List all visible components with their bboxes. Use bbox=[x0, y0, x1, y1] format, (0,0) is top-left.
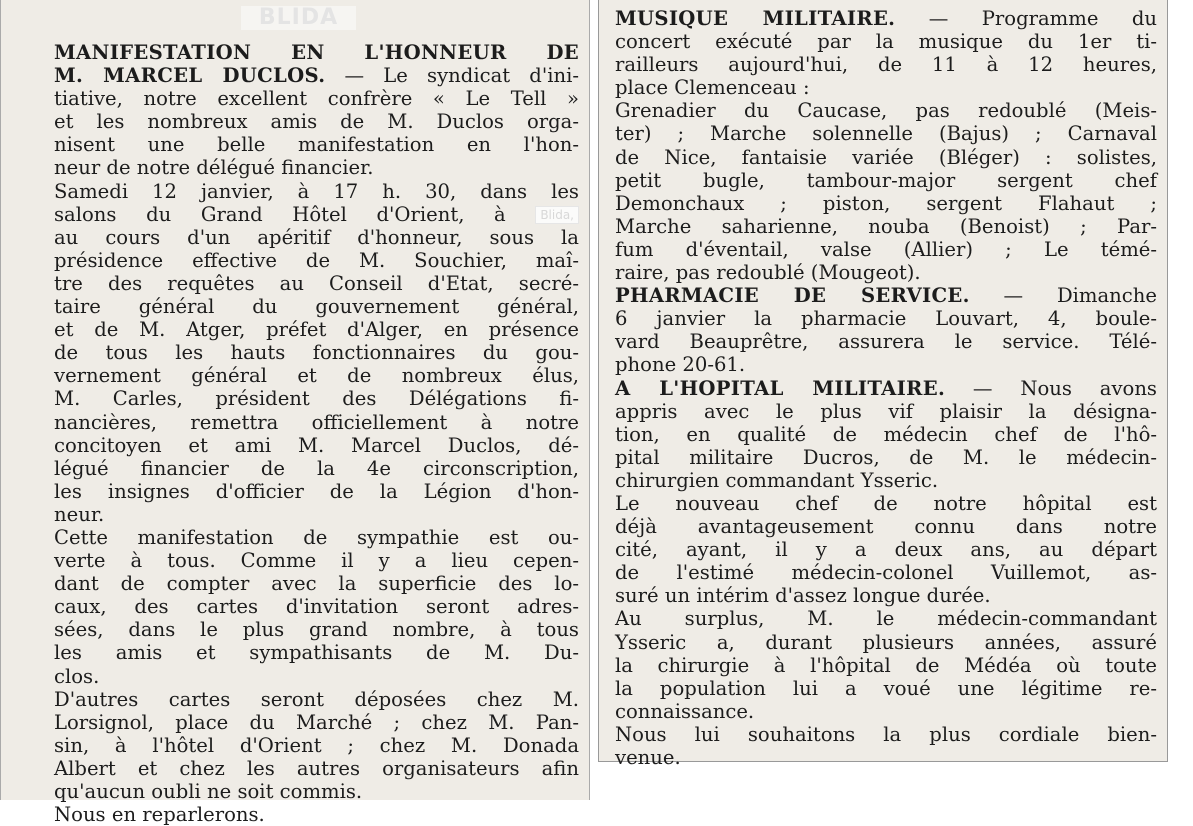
text-line bbox=[54, 318, 579, 341]
text-line bbox=[54, 780, 579, 803]
text-line bbox=[54, 180, 579, 203]
text-run: tre des requêtes au Conseil d'Etat, secré- bbox=[54, 271, 579, 295]
text-run: Le nouveau chef de notre hôpital est bbox=[615, 491, 1157, 515]
text-line bbox=[54, 688, 579, 711]
text-line bbox=[54, 364, 579, 387]
article-heading: PHARMACIE DE SERVICE. bbox=[615, 284, 970, 308]
text-line bbox=[54, 411, 579, 434]
text-line bbox=[615, 677, 1157, 700]
text-run: au cours d'un apéritif d'honneur, sous la bbox=[54, 225, 579, 249]
text-line bbox=[615, 746, 1157, 769]
text-line bbox=[615, 146, 1157, 169]
text-line bbox=[54, 272, 579, 295]
text-line bbox=[615, 584, 1157, 607]
text-line bbox=[615, 538, 1157, 561]
text-line bbox=[615, 284, 1157, 307]
text-run: les insignes d'officier de la Légion d'hon- bbox=[54, 479, 579, 503]
text-line bbox=[54, 64, 579, 87]
text-line bbox=[615, 723, 1157, 746]
text-line bbox=[54, 572, 579, 595]
text-line bbox=[54, 457, 579, 480]
text-run: dant de compter avec la superficie des lo- bbox=[54, 572, 579, 596]
text-run: concitoyen et ami M. Marcel Duclos, dé- bbox=[54, 433, 579, 457]
article-heading: M. MARCEL DUCLOS. bbox=[54, 64, 326, 88]
text-run: Demonchaux ; piston, sergent Flahaut ; bbox=[615, 191, 1157, 215]
text-run: — Nous avons bbox=[945, 376, 1157, 400]
text-line bbox=[615, 400, 1157, 423]
text-line bbox=[615, 215, 1157, 238]
text-line bbox=[54, 803, 579, 826]
text-run: et de M. Atger, préfet d'Alger, en présence bbox=[54, 318, 579, 342]
text-line bbox=[54, 110, 579, 133]
text-run: et les nombreux amis de M. Duclos orga- bbox=[54, 110, 579, 134]
text-run: railleurs aujourd'hui, de 11 à 12 heures, bbox=[615, 53, 1157, 77]
text-line bbox=[615, 122, 1157, 145]
text-run: la chirurgie à l'hôpital de Médéa où toute bbox=[615, 653, 1157, 677]
text-run: M. Carles, président des Délégations fi- bbox=[54, 387, 579, 411]
text-line bbox=[615, 30, 1157, 53]
articles-right bbox=[599, 7, 1167, 769]
text-run: Marche saharienne, nouba (Benoist) ; Par- bbox=[615, 214, 1157, 238]
text-run: légué financier de la 4e circonscription, bbox=[54, 456, 579, 480]
text-line bbox=[615, 654, 1157, 677]
text-run: Au surplus, M. le médecin-commandant bbox=[615, 607, 1157, 631]
text-run: vernement général et de nombreux élus, bbox=[54, 364, 579, 388]
text-run: Lorsignol, place du Marché ; chez M. Pan- bbox=[54, 710, 579, 734]
text-run: appris avec le plus vif plaisir la désigna- bbox=[615, 399, 1157, 423]
text-line bbox=[615, 377, 1157, 400]
left-column bbox=[0, 0, 590, 826]
text-run: cité, ayant, il y a deux ans, au départ bbox=[615, 538, 1157, 562]
article-heading: A L'HOPITAL MILITAIRE. bbox=[615, 376, 946, 400]
text-run: neur. bbox=[54, 502, 105, 526]
text-run: tiative, notre excellent confrère « Le Tell » bbox=[54, 87, 579, 111]
text-line bbox=[54, 87, 579, 110]
text-run: venue. bbox=[615, 746, 681, 769]
text-run: vard Beauprêtre, assurera le service. Télé- bbox=[615, 330, 1157, 354]
text-line bbox=[615, 446, 1157, 469]
article-heading: MANIFESTATION EN L'HONNEUR DE bbox=[54, 41, 579, 64]
text-run: concert exécuté par la musique du 1er ti- bbox=[615, 30, 1157, 54]
text-line bbox=[615, 469, 1157, 492]
text-run: tion, en qualité de médecin chef de l'hô- bbox=[615, 422, 1157, 446]
text-run: taire général du gouvernement général, bbox=[54, 295, 579, 319]
text-run: Ysseric a, durant plusieurs années, assuré bbox=[615, 630, 1157, 654]
text-line bbox=[54, 341, 579, 364]
text-run: pital militaire Ducros, de M. le médecin- bbox=[615, 445, 1157, 469]
text-run: suré un intérim d'assez longue durée. bbox=[615, 584, 991, 608]
text-line bbox=[54, 757, 579, 780]
text-line bbox=[54, 618, 579, 641]
text-run: de tous les hauts fonctionnaires du gou- bbox=[54, 341, 579, 365]
text-run: présidence effective de M. Souchier, maî- bbox=[54, 248, 579, 272]
text-line bbox=[615, 561, 1157, 584]
text-run: Nous en reparlerons. bbox=[54, 803, 265, 826]
text-line bbox=[54, 203, 579, 226]
text-line bbox=[54, 133, 579, 156]
text-line bbox=[615, 53, 1157, 76]
text-run: la population lui a voué une légitime re- bbox=[615, 676, 1157, 700]
text-line bbox=[615, 700, 1157, 723]
text-run: Cette manifestation de sympathie est ou- bbox=[54, 525, 579, 549]
text-line bbox=[615, 99, 1157, 122]
text-line bbox=[615, 423, 1157, 446]
text-line bbox=[54, 295, 579, 318]
text-line bbox=[615, 353, 1157, 376]
text-line bbox=[54, 41, 579, 64]
text-run: Albert et chez les autres organisateurs afin bbox=[54, 756, 579, 780]
text-line bbox=[54, 711, 579, 734]
text-line bbox=[615, 76, 1157, 99]
text-line bbox=[54, 249, 579, 272]
text-run: petit bugle, tambour-major sergent chef bbox=[615, 168, 1157, 192]
text-run: Grenadier du Caucase, pas redoublé (Meis- bbox=[615, 99, 1157, 123]
text-line bbox=[54, 595, 579, 618]
text-run: de Nice, fantaisie variée (Bléger) : solistes, bbox=[615, 145, 1157, 169]
text-run: sin, à l'hôtel d'Orient ; chez M. Donada bbox=[54, 733, 579, 757]
text-run: ter) ; Marche solennelle (Bajus) ; Carnaval bbox=[615, 122, 1157, 146]
text-run: Nous lui souhaitons la plus cordiale bien- bbox=[615, 722, 1157, 746]
right-column bbox=[598, 0, 1168, 769]
text-line bbox=[615, 238, 1157, 261]
text-run: chirurgien commandant Ysseric. bbox=[615, 468, 939, 492]
text-line bbox=[54, 734, 579, 757]
text-run: neur de notre délégué financier. bbox=[54, 156, 374, 180]
text-run: les amis et sympathisants de M. Du- bbox=[54, 641, 579, 665]
text-run: caux, des cartes d'invitation seront adres- bbox=[54, 595, 579, 619]
text-run: sées, dans le plus grand nombre, à tous bbox=[54, 618, 579, 642]
text-line bbox=[54, 641, 579, 664]
text-line bbox=[615, 169, 1157, 192]
text-line bbox=[615, 515, 1157, 538]
text-line bbox=[54, 503, 579, 526]
text-line bbox=[54, 480, 579, 503]
text-line bbox=[54, 156, 579, 179]
text-run: salons du Grand Hôtel d'Orient, à bbox=[54, 202, 536, 226]
text-run: fum d'éventail, valse (Allier) ; Le témé- bbox=[615, 237, 1157, 261]
text-run: 6 janvier la pharmacie Louvart, 4, boule- bbox=[615, 307, 1157, 331]
text-run: qu'aucun oubli ne soit commis. bbox=[54, 780, 363, 803]
article-heading: MUSIQUE MILITAIRE. bbox=[615, 7, 896, 30]
text-run: clos. bbox=[54, 664, 100, 688]
text-line bbox=[54, 526, 579, 549]
section-header-blida: BLIDA bbox=[241, 6, 356, 30]
text-run: nisent une belle manifestation en l'hon- bbox=[54, 133, 579, 157]
text-line bbox=[54, 549, 579, 572]
text-line bbox=[54, 434, 579, 457]
article-duclos bbox=[1, 41, 589, 826]
place-name-blida: Blida, bbox=[535, 206, 579, 224]
text-line bbox=[615, 631, 1157, 654]
text-run: nancières, remettra officiellement à notre bbox=[54, 410, 579, 434]
text-run: de l'estimé médecin-colonel Vuillemot, as- bbox=[615, 561, 1157, 585]
text-line bbox=[54, 387, 579, 410]
text-run: phone 20-61. bbox=[615, 353, 746, 377]
text-run: déjà avantageusement connu dans notre bbox=[615, 515, 1157, 539]
text-run: verte à tous. Comme il y a lieu cepen- bbox=[54, 549, 579, 573]
text-run: connaissance. bbox=[615, 699, 755, 723]
text-run: — Programme du bbox=[895, 7, 1157, 30]
text-run: raire, pas redoublé (Mougeot). bbox=[615, 261, 921, 285]
text-line bbox=[615, 330, 1157, 353]
text-run: D'autres cartes seront déposées chez M. bbox=[54, 687, 579, 711]
text-line bbox=[615, 492, 1157, 515]
text-line bbox=[615, 307, 1157, 330]
text-line bbox=[615, 192, 1157, 215]
text-line bbox=[615, 607, 1157, 630]
text-run: Samedi 12 janvier, à 17 h. 30, dans les bbox=[54, 179, 579, 203]
text-run: — Le syndicat d'ini- bbox=[325, 64, 579, 88]
text-line bbox=[615, 7, 1157, 30]
text-line bbox=[54, 665, 579, 688]
text-line bbox=[615, 261, 1157, 284]
text-run: place Clemenceau : bbox=[615, 76, 810, 100]
text-run: — Dimanche bbox=[969, 284, 1157, 308]
text-line bbox=[54, 226, 579, 249]
